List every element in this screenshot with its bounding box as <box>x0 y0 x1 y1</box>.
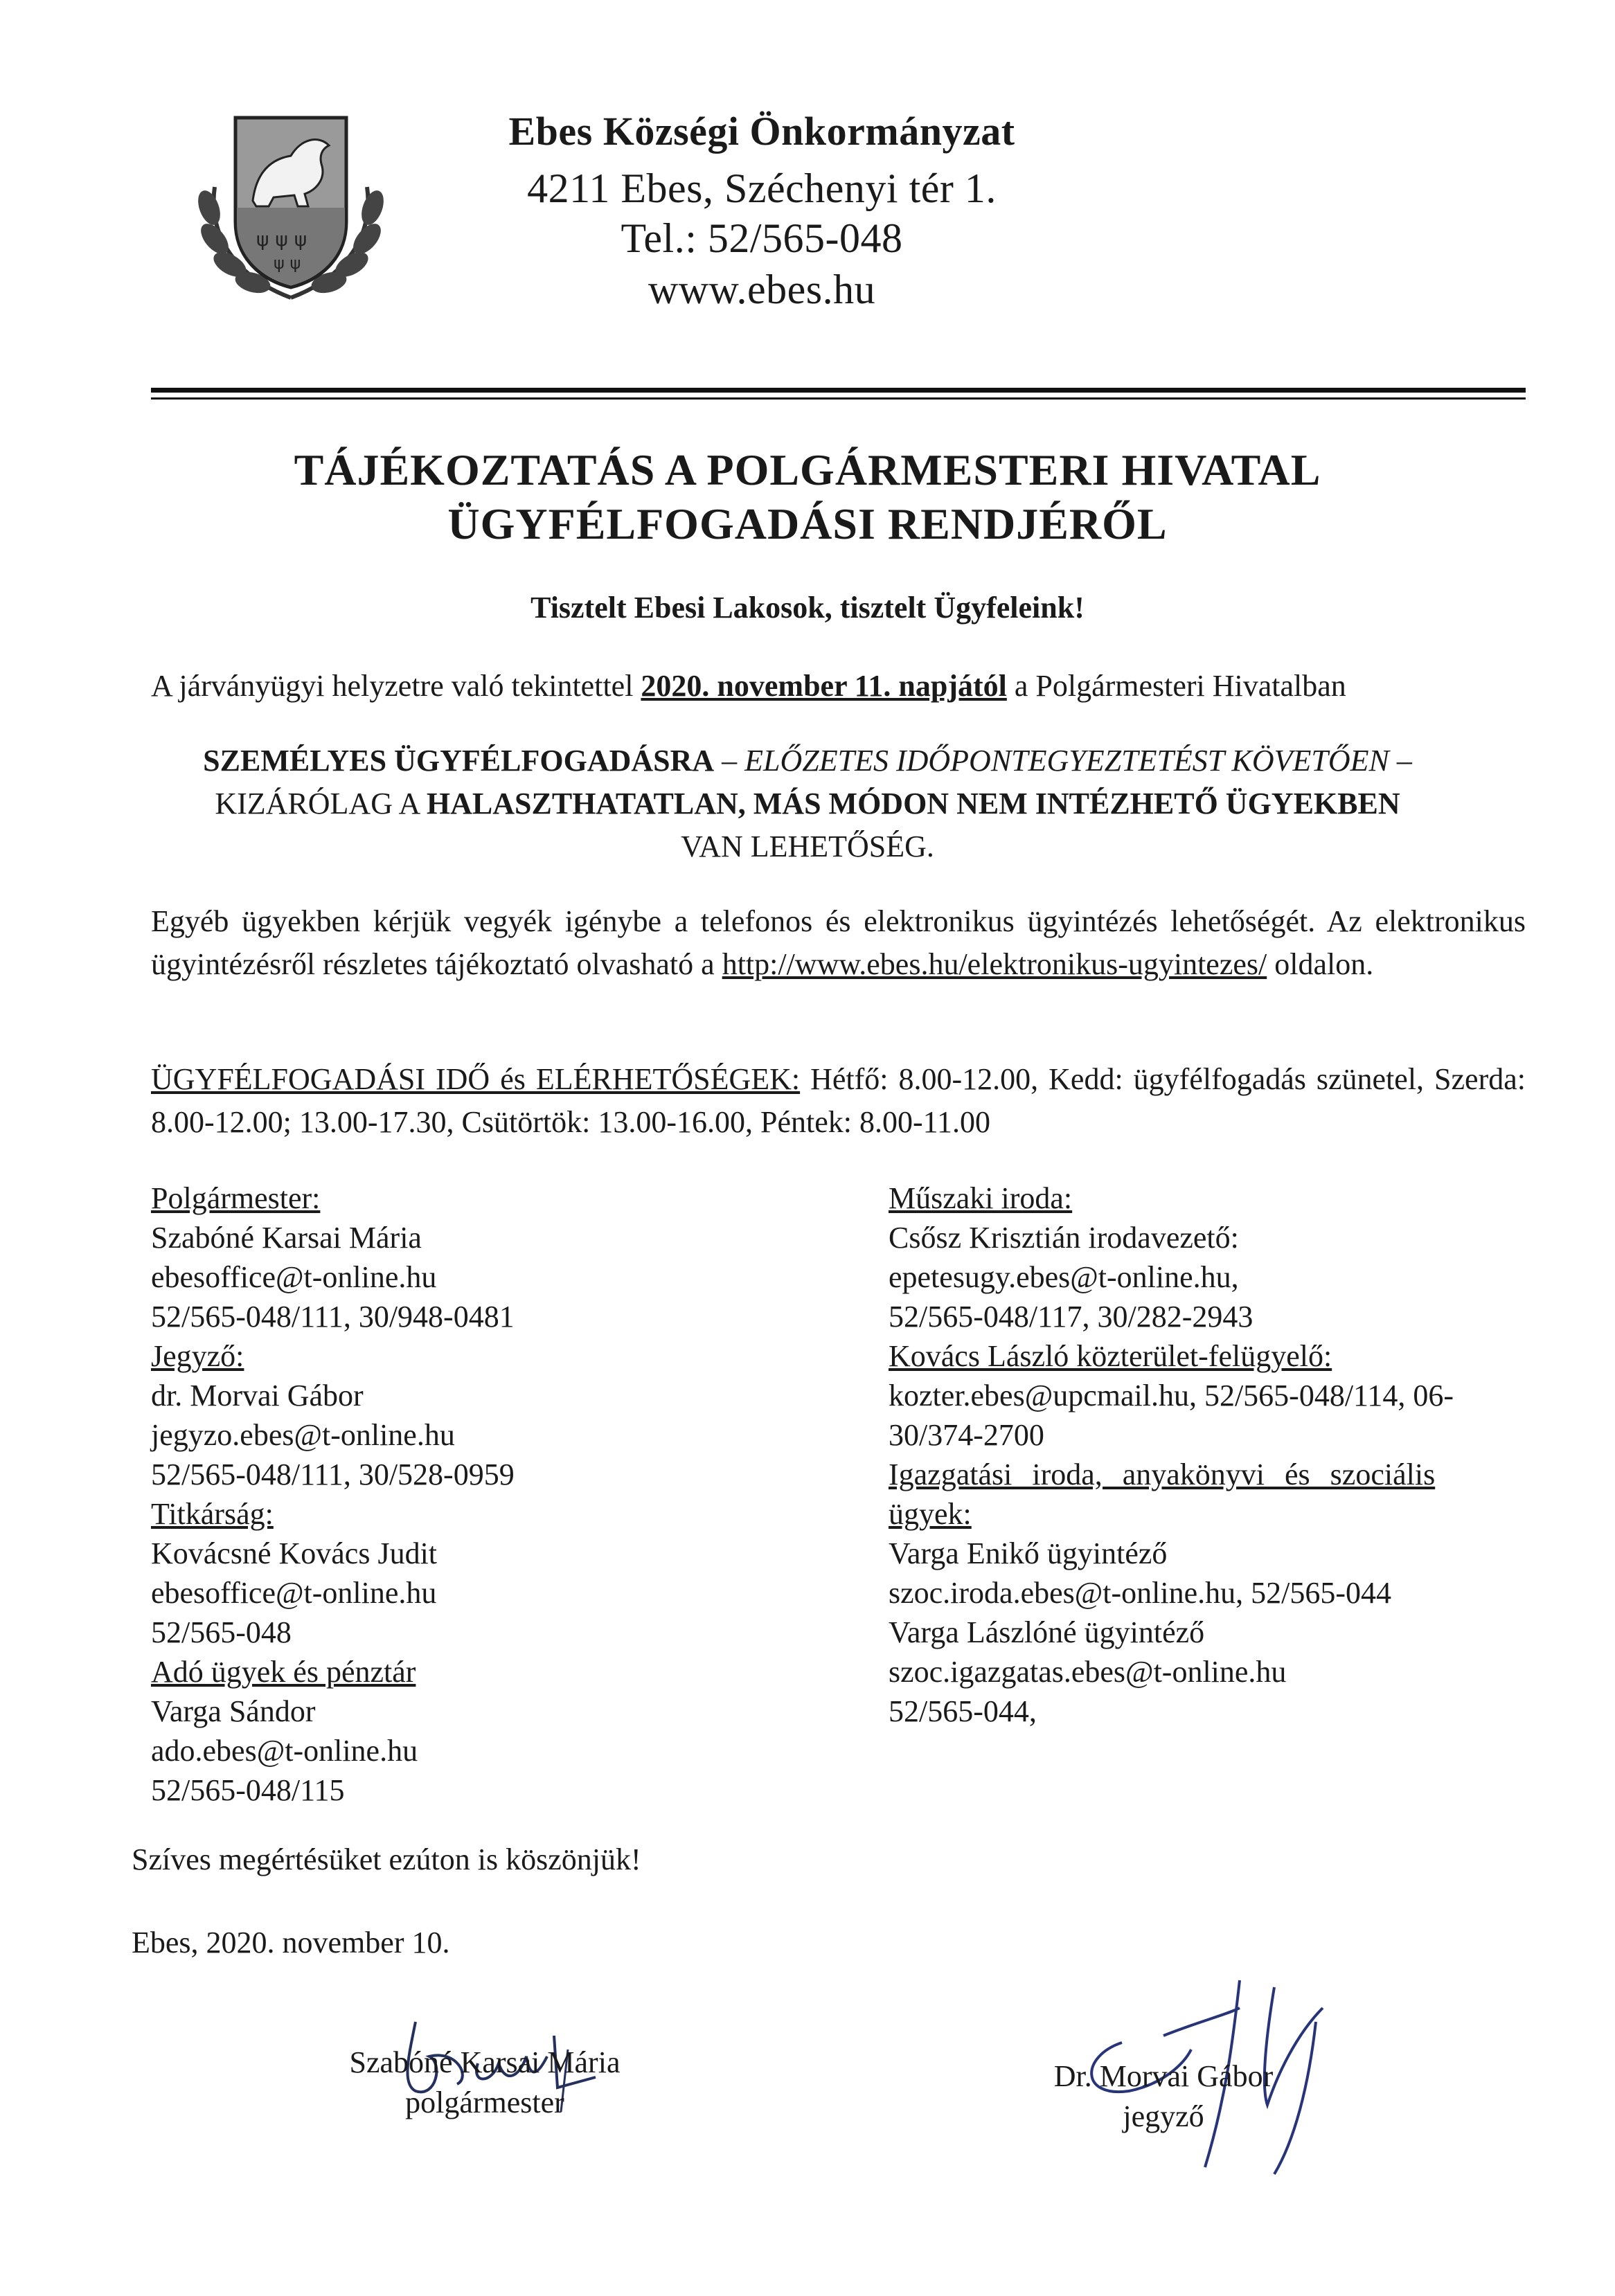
admin-office-title-line1: Igazgatási iroda, anyakönyvi és szociális <box>889 1458 1436 1491</box>
tax-email: ado.ebes@t-online.hu <box>151 1734 418 1768</box>
mayor-signature-role: polgármester <box>405 2086 564 2119</box>
left-contacts-column <box>151 1178 774 1810</box>
electronic-link[interactable]: http://www.ebes.hu/elektronikus-ugyintezes/ <box>722 947 1267 981</box>
tech-office-email: epetesugy.ebes@t-online.hu, <box>889 1260 1239 1294</box>
svg-text:ψ ψ: ψ ψ <box>274 253 301 273</box>
electronic-text: Egyéb ügyekben kérjük vegyék igénybe a telefonos és elektronikus ügyintézés lehetőségét. Az elektronikus ügyintézésről részletes tájékoztató olvasható a <box>151 904 1526 981</box>
hours-paragraph <box>151 1058 1526 1144</box>
warden-title: Kovács László közterület-felügyelő: <box>889 1339 1332 1373</box>
notice-block <box>139 739 1476 868</box>
tax-title: Adó ügyek és pénztár <box>151 1655 416 1689</box>
intro-after: a Polgármesteri Hivatalban <box>1006 669 1346 703</box>
hours-text: Hétfő: 8.00-12.00, Kedd: ügyfélfogadás szünetel, Szerda: 8.00-12.00; 13.00-17.30, Csütörtök: 13.00-16.00, Péntek: 8.00-11.00 <box>151 1062 1526 1139</box>
electronic-after: oldalon. <box>1267 947 1374 981</box>
secretariat-title: Titkárság: <box>151 1497 274 1531</box>
hours-label: ÜGYFÉLFOGADÁSI IDŐ és ELÉRHETŐSÉGEK: <box>151 1062 801 1096</box>
warden-line1: kozter.ebes@upcmail.hu, 52/565-048/114, 06- <box>889 1379 1454 1412</box>
notary-signature-role: jegyző <box>1123 2099 1204 2133</box>
notary-phone: 52/565-048/111, 30/528-0959 <box>151 1458 515 1491</box>
organization-name: Ebes Községi Önkormányzat <box>508 109 1015 154</box>
electronic-paragraph <box>151 900 1526 986</box>
notice-plain2: VAN LEHETŐSÉG. <box>681 829 934 863</box>
notice-bold1: SZEMÉLYES ÜGYFÉLFOGADÁSRA <box>203 744 715 778</box>
notary-signature-block <box>1018 2056 1309 2137</box>
tech-office-name: Csősz Krisztián irodavezető: <box>889 1221 1239 1255</box>
mayor-email: ebesoffice@t-online.hu <box>151 1260 437 1294</box>
organization-website: www.ebes.hu <box>648 267 876 312</box>
notice-dash1: – <box>714 744 745 778</box>
admin-office-title-line2: ügyek: <box>889 1497 972 1531</box>
organization-address: 4211 Ebes, Széchenyi tér 1. <box>527 165 997 211</box>
notary-title: Jegyző: <box>151 1339 244 1373</box>
document-title-line2: ÜGYFÉLFOGADÁSI RENDJÉRŐL <box>447 499 1168 548</box>
secretariat-name: Kovácsné Kovács Judit <box>151 1536 438 1570</box>
secretariat-phone: 52/565-048 <box>151 1615 292 1649</box>
header-divider-thin <box>151 397 1526 400</box>
date-place: Ebes, 2020. november 10. <box>132 1926 450 1959</box>
intro-before: A járványügyi helyzetre való tekintettel <box>151 669 641 703</box>
right-contacts-column <box>889 1178 1526 1731</box>
header-divider-thick <box>151 388 1526 393</box>
intro-date: 2020. november 11. napjától <box>641 669 1007 703</box>
mayor-name: Szabóné Karsai Mária <box>151 1221 422 1255</box>
notice-dash2: – <box>1389 744 1412 778</box>
tax-name: Varga Sándor <box>151 1694 316 1728</box>
notary-email: jegyzo.ebes@t-online.hu <box>151 1418 455 1452</box>
notary-name: dr. Morvai Gábor <box>151 1379 364 1412</box>
svg-text:ψ ψ ψ: ψ ψ ψ <box>256 228 307 251</box>
organization-phone: Tel.: 52/565-048 <box>621 215 903 261</box>
admin-phone2: 52/565-044, <box>889 1694 1037 1728</box>
admin-email1: szoc.iroda.ebes@t-online.hu, 52/565-044 <box>889 1576 1392 1610</box>
notice-italic: ELŐZETES IDŐPONTEGYEZTETÉST KÖVETŐEN <box>744 744 1389 778</box>
closing-text: Szíves megértésüket ezúton is köszönjük! <box>132 1842 641 1876</box>
greeting: Tisztelt Ebesi Lakosok, tisztelt Ügyfeleink! <box>530 591 1085 625</box>
mayor-signature-name: Szabóné Karsai Mária <box>349 2045 621 2079</box>
document-title-line1: TÁJÉKOZTATÁS A POLGÁRMESTERI HIVATAL <box>294 445 1321 494</box>
warden-line2: 30/374-2700 <box>889 1418 1044 1452</box>
tech-office-phone: 52/565-048/117, 30/282-2943 <box>889 1300 1253 1334</box>
admin-name2: Varga Lászlóné ügyintéző <box>889 1615 1205 1649</box>
secretariat-email: ebesoffice@t-online.hu <box>151 1576 437 1610</box>
mayor-signature-block <box>305 2043 665 2123</box>
notice-plain1: KIZÁRÓLAG A <box>215 787 427 820</box>
admin-email2: szoc.igazgatas.ebes@t-online.hu <box>889 1655 1287 1689</box>
notice-bold2: HALASZTHATATLAN, MÁS MÓDON NEM INTÉZHETŐ ÜGYEKBEN <box>426 787 1400 820</box>
tech-office-title: Műszaki iroda: <box>889 1181 1073 1215</box>
admin-name1: Varga Enikő ügyintéző <box>889 1536 1168 1570</box>
notary-signature-name: Dr. Morvai Gábor <box>1053 2059 1274 2093</box>
mayor-title: Polgármester: <box>151 1181 321 1215</box>
tax-phone: 52/565-048/115 <box>151 1773 345 1807</box>
mayor-phone: 52/565-048/111, 30/948-0481 <box>151 1300 515 1334</box>
intro-paragraph <box>151 665 1526 708</box>
